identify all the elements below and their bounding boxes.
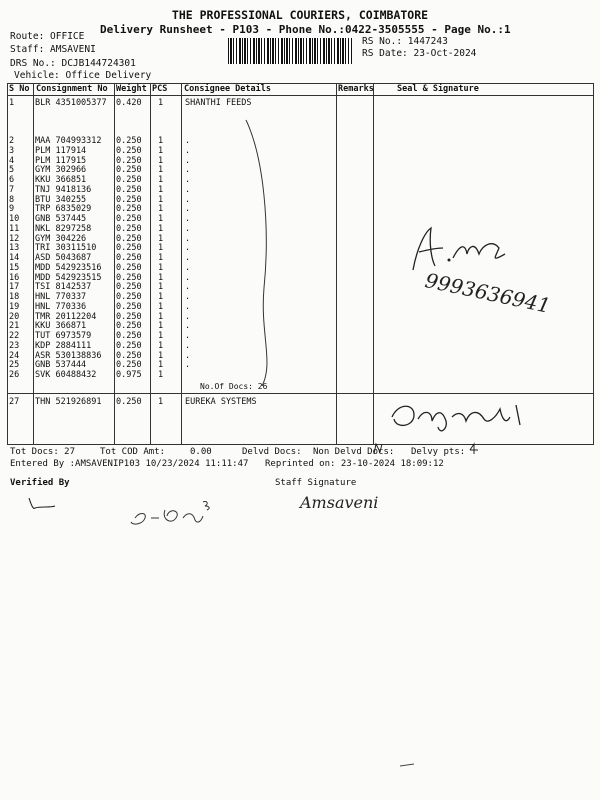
row-weight: 0.250 [116,321,142,332]
row-consignee: . [185,175,191,185]
row-consignee: EUREKA SYSTEMS [185,397,257,407]
row-consignee: SHANTHI FEEDS [185,98,252,108]
barcode [228,38,352,64]
col-header-consignment: Consignment No [36,84,108,94]
entered-by: Entered By :AMSAVENIP103 10/23/2024 11:11:47 [10,459,249,469]
row-consignee: . [185,165,191,176]
row-consignment: MDD 542923516 [35,262,102,273]
table-row [8,195,588,205]
group-doc-count: No.Of Docs: 26 [200,382,268,391]
row-weight: 0.250 [116,223,142,234]
table-row [8,321,588,331]
row-consignment: TRP 6835029 [35,204,92,215]
footer-tick-marks [370,440,510,460]
row-consignee: . [185,136,191,146]
total-cod-label: Tot COD Amt: [100,447,166,457]
row-sno: 21 [9,321,20,332]
row-sno: 7 [9,184,15,195]
reprinted-on: Reprinted on: 23-10-2024 18:09:12 [265,459,444,469]
table-row [8,331,588,341]
table-row [8,98,588,108]
verified-mark [25,496,65,516]
bracket-mark [240,118,280,390]
row-weight: 0.250 [116,340,142,351]
row-consignee: . [185,253,191,263]
col-header-consignee: Consignee Details [184,84,271,94]
row-pcs: 1 [158,214,164,224]
table-row [8,146,588,156]
staff-label: Staff: AMSAVENI [10,44,96,55]
runsheet-subtitle: Delivery Runsheet - P103 - Phone No.:0422-3505555 - Page No.:1 [100,23,511,36]
drs-number: DRS No.: DCJB144724301 [10,58,136,69]
row-weight: 0.420 [116,98,142,108]
col-header-seal-signature: Seal & Signature [397,84,479,94]
row-sno: 25 [9,360,20,371]
stray-mark [398,760,418,770]
row-consignment: SVK 60488432 [35,370,97,380]
row-consignee: . [185,292,191,302]
row-consignment: PLM 117915 [35,155,87,166]
row-weight: 0.250 [116,350,142,361]
row-pcs: 1 [158,321,164,332]
row-consignment: NKL 8297258 [35,223,92,234]
table-row [8,312,588,322]
row-weight: 0.250 [116,233,142,244]
row-weight: 0.250 [116,165,142,176]
table-row [8,360,588,370]
handwritten-staff-signature: Amsaveni [300,493,379,512]
row-weight: 0.250 [116,145,142,156]
row-pcs: 1 [158,262,164,273]
table-row [8,136,588,146]
row-sno: 13 [9,243,20,254]
row-pcs: 1 [158,311,164,322]
row-weight: 0.250 [116,175,142,185]
row-consignment: BTU 340255 [35,194,87,205]
col-header-remarks: Remarks [338,84,374,94]
row-consignment: HNL 770336 [35,301,87,312]
row-sno: 12 [9,233,20,244]
row-pcs: 1 [158,145,164,156]
row-consignment: ASR 530138836 [35,350,102,361]
row-pcs: 1 [158,223,164,234]
row-consignee: . [185,155,191,166]
row-consignee: . [185,145,191,156]
row-sno: 16 [9,272,20,283]
row-pcs: 1 [158,253,164,263]
row-sno: 15 [9,262,20,273]
total-docs: Tot Docs: 27 [10,447,76,457]
row-pcs: 1 [158,397,164,407]
row-weight: 0.250 [116,243,142,254]
company-title: THE PROFESSIONAL COURIERS, COIMBATORE [171,8,429,22]
row-weight: 0.250 [116,311,142,322]
row-consignee: . [185,262,191,273]
row-sno: 18 [9,292,20,302]
row-pcs: 1 [158,301,164,312]
row-sno: 9 [9,204,15,215]
row-pcs: 1 [158,340,164,351]
row-consignee: . [185,184,191,195]
row-sno: 6 [9,175,15,185]
row-weight: 0.250 [116,397,142,407]
row-pcs: 1 [158,272,164,283]
rs-date: RS Date: 23-Oct-2024 [362,48,477,59]
row-sno: 3 [9,145,15,156]
row-consignment: PLM 117914 [35,145,87,156]
row-sno: 17 [9,282,20,293]
row-pcs: 1 [158,204,164,215]
row-consignee: . [185,282,191,293]
row-sno: 27 [9,397,20,407]
col-header-sno: S No [9,84,30,94]
verified-by-label: Verified By [10,478,70,488]
row-pcs: 1 [158,331,164,341]
group-divider [7,393,593,394]
row-sno: 19 [9,301,20,312]
row-consignment: GYM 304226 [35,233,87,244]
col-header-pcs: PCS [152,84,168,94]
row-consignee: . [185,204,191,215]
total-cod-value: 0.00 [190,447,212,457]
row-sno: 14 [9,253,20,263]
table-row [8,351,588,361]
row-pcs: 1 [158,155,164,166]
row-weight: 0.250 [116,194,142,205]
row-sno: 26 [9,370,20,380]
row-pcs: 1 [158,165,164,176]
row-sno: 2 [9,136,15,146]
row-consignment: ASD 5043687 [35,253,92,263]
row-pcs: 1 [158,350,164,361]
row-consignee: . [185,272,191,283]
row-consignee: . [185,340,191,351]
table-row [8,175,588,185]
table-row [8,165,588,175]
verifier-signature-scribble [125,496,225,536]
eureka-signature-scribble [380,395,580,440]
row-weight: 0.250 [116,253,142,263]
row-pcs: 1 [158,360,164,371]
table-row [8,156,588,166]
row-weight: 0.250 [116,331,142,341]
row-consignee: . [185,360,191,371]
row-weight: 0.250 [116,204,142,215]
delivered-docs: Delvd Docs: [242,447,302,457]
row-sno: 1 [9,98,15,108]
row-weight: 0.250 [116,155,142,166]
row-consignee: . [185,301,191,312]
row-pcs: 1 [158,233,164,244]
row-pcs: 1 [158,282,164,293]
row-weight: 0.250 [116,360,142,371]
row-weight: 0.250 [116,184,142,195]
row-consignee: . [185,350,191,361]
delivery-points: Delvy pts: [411,447,466,457]
row-consignment: THN 521926891 [35,397,102,407]
row-pcs: 1 [158,370,164,380]
row-weight: 0.250 [116,136,142,146]
row-consignee: . [185,321,191,332]
row-weight: 0.975 [116,370,142,380]
row-sno: 23 [9,340,20,351]
staff-signature-label: Staff Signature [275,478,357,488]
row-consignee: . [185,331,191,341]
vehicle-label: Vehicle: Office Delivery [14,70,152,81]
row-consignee: . [185,311,191,322]
row-pcs: 1 [158,98,164,108]
row-pcs: 1 [158,292,164,302]
row-consignment: GNB 537444 [35,360,87,371]
row-weight: 0.250 [116,301,142,312]
row-consignment: KDP 2884111 [35,340,92,351]
table-row [8,204,588,214]
row-consignment: BLR 4351005377 [35,98,107,108]
header-divider [7,95,593,96]
row-weight: 0.250 [116,214,142,224]
rs-number: RS No.: 1447243 [362,36,448,47]
table-row [8,370,588,380]
handwritten-phone: 9993636941 [423,268,553,318]
route-label: Route: OFFICE [10,31,85,42]
row-consignment: GYM 302966 [35,165,87,176]
row-pcs: 1 [158,184,164,195]
row-consignment: TNJ 9418136 [35,184,92,195]
row-consignment: HNL 770337 [35,292,87,302]
table-row [8,341,588,351]
row-sno: 10 [9,214,20,224]
row-consignment: TMR 20112204 [35,311,97,322]
row-weight: 0.250 [116,262,142,273]
row-weight: 0.250 [116,272,142,283]
row-sno: 22 [9,331,20,341]
row-pcs: 1 [158,175,164,185]
row-consignment: KKU 366851 [35,175,87,185]
row-consignment: TRI 30311510 [35,243,97,254]
col-header-weight: Weight [116,84,147,94]
row-sno: 11 [9,223,20,234]
row-pcs: 1 [158,194,164,205]
row-sno: 24 [9,350,20,361]
row-pcs: 1 [158,243,164,254]
row-consignee: . [185,214,191,224]
table-row [8,185,588,195]
row-consignee: . [185,194,191,205]
row-consignment: TUT 6973579 [35,331,92,341]
row-pcs: 1 [158,136,164,146]
non-delivered-docs: Non Delvd Docs: [313,447,395,457]
row-consignment: MDD 542923515 [35,272,102,283]
row-consignee: . [185,233,191,244]
row-consignment: KKU 366871 [35,321,87,332]
row-consignee: . [185,223,191,234]
row-weight: 0.250 [116,282,142,293]
row-consignment: MAA 704993312 [35,136,102,146]
row-weight: 0.250 [116,292,142,302]
row-consignment: GNB 537445 [35,214,87,224]
row-sno: 4 [9,155,15,166]
row-consignment: TSI 8142537 [35,282,92,293]
row-sno: 20 [9,311,20,322]
row-sno: 5 [9,165,15,176]
row-consignee: . [185,243,191,254]
row-sno: 8 [9,194,15,205]
